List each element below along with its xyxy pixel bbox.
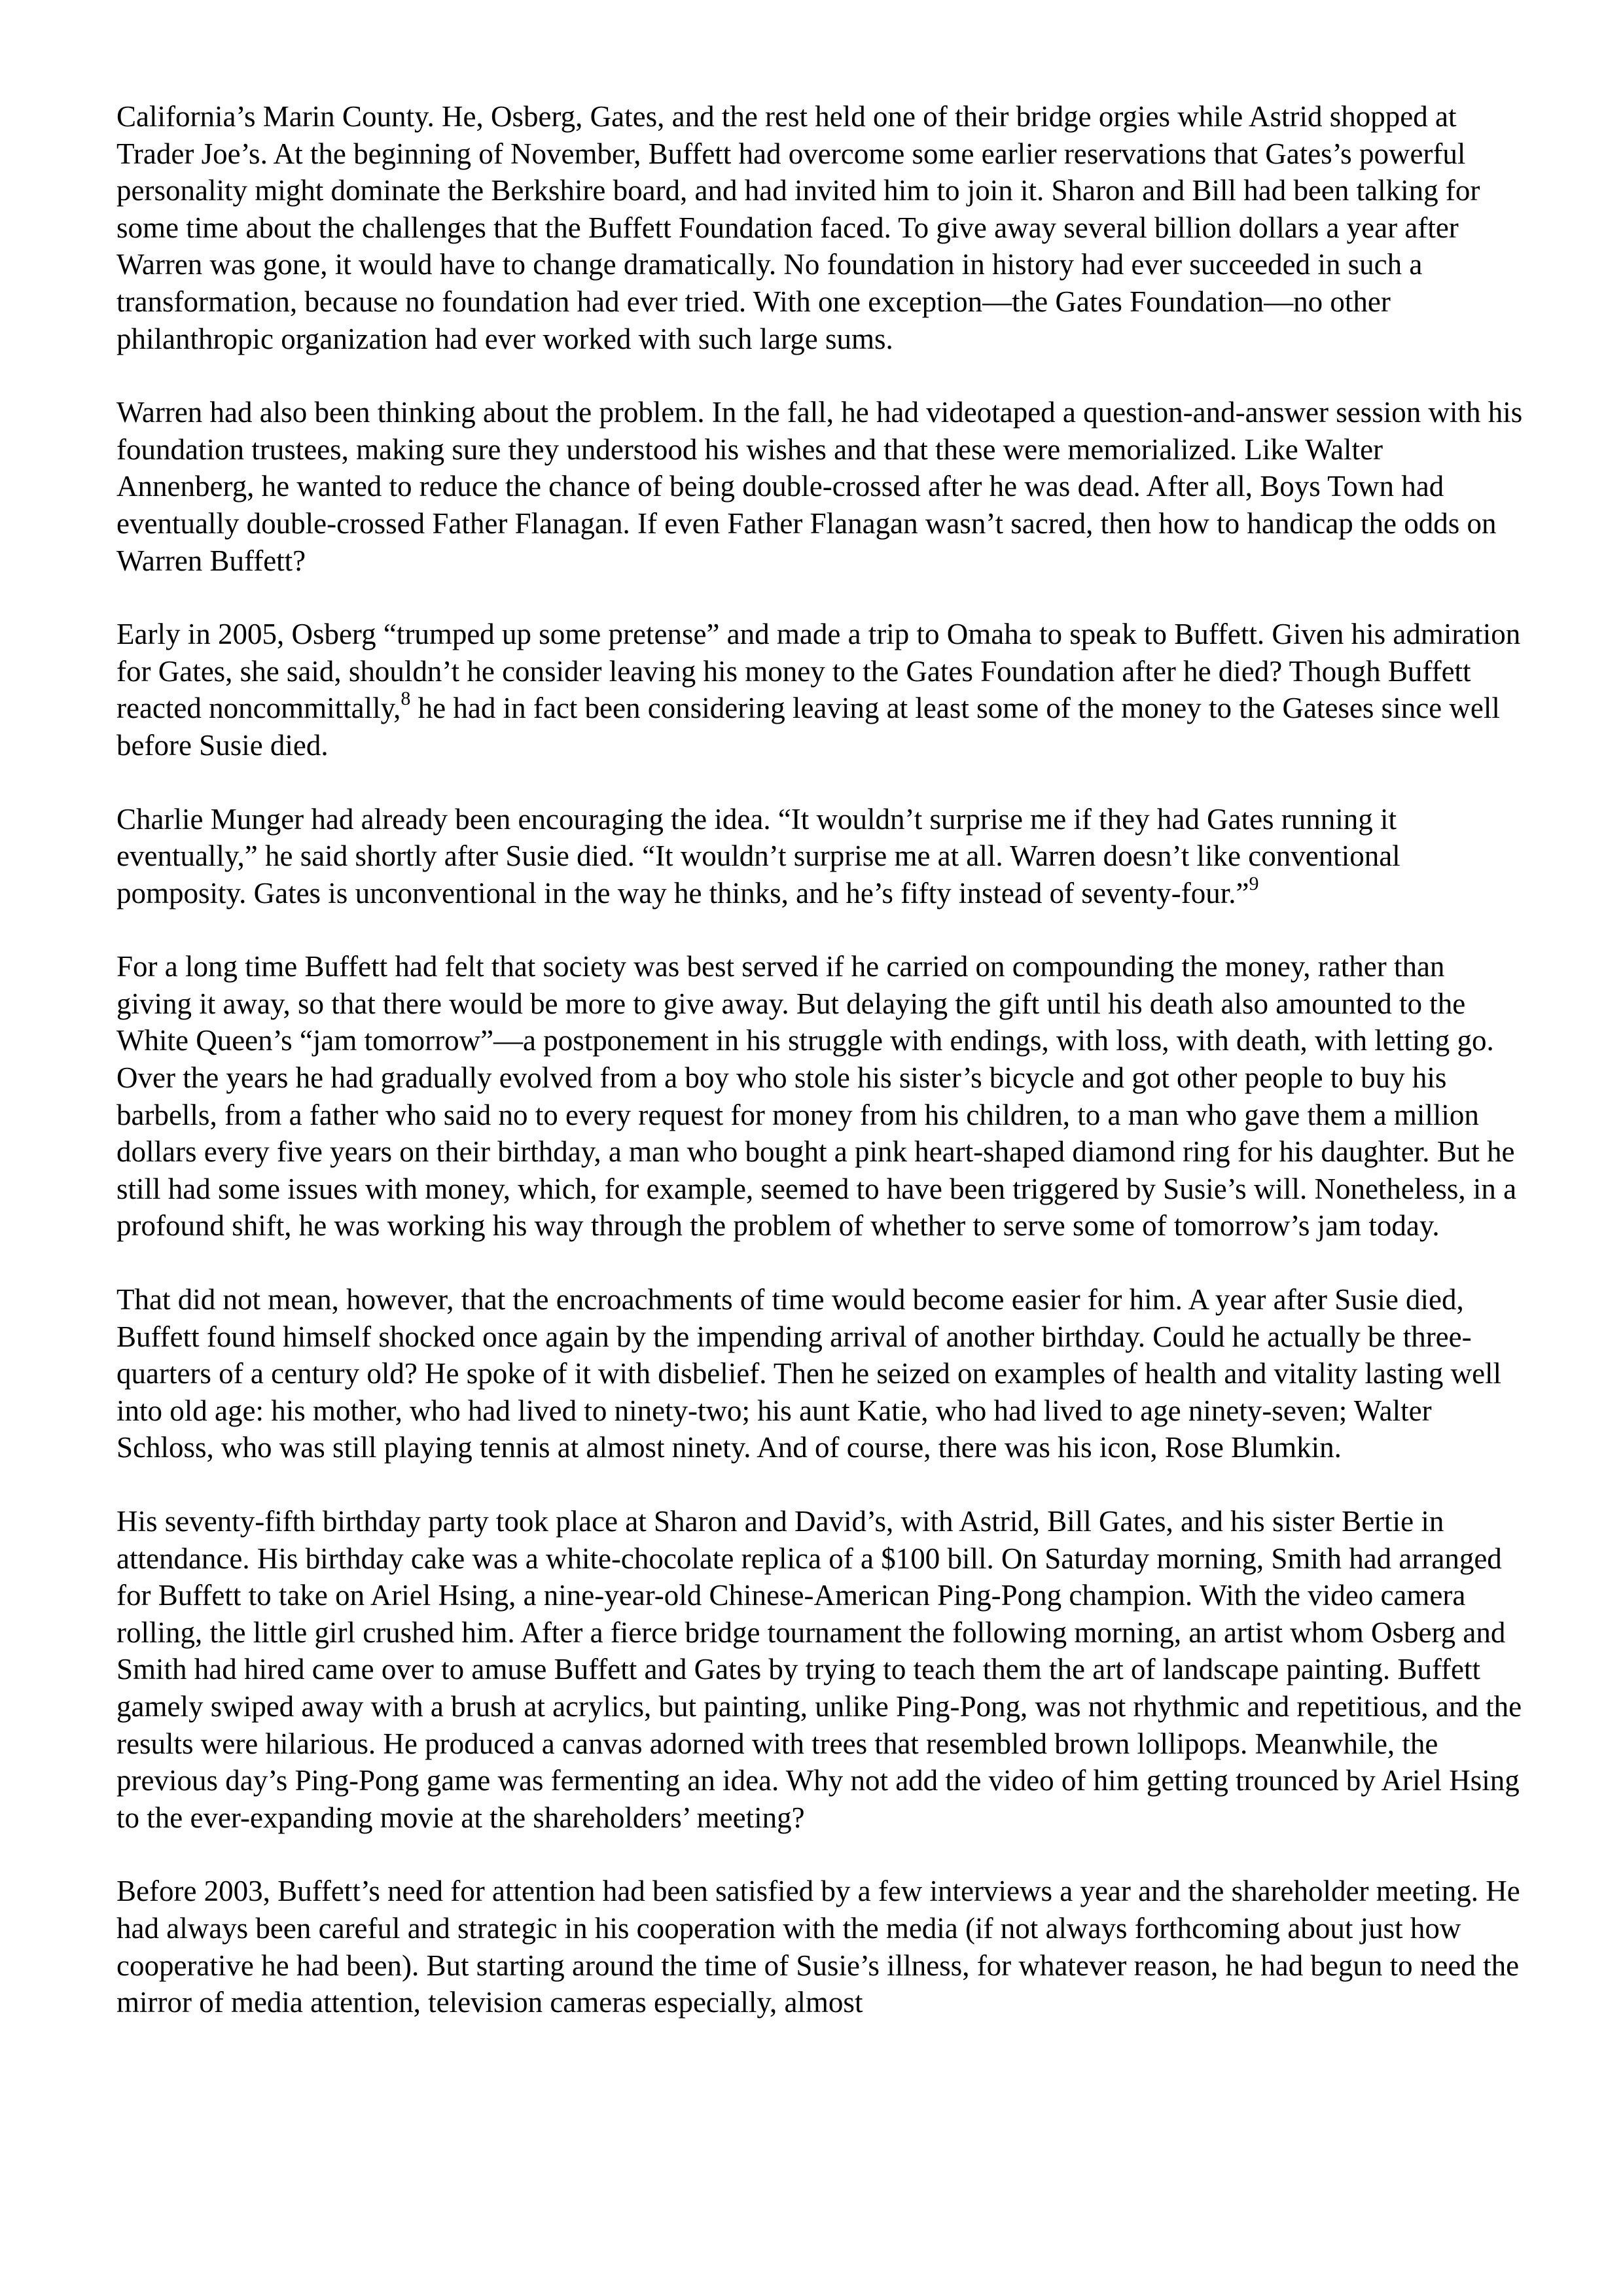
document-page: [116, 98, 1524, 2021]
footnote-marker[interactable]: 8: [401, 688, 411, 710]
paragraph-text: Charlie Munger had already been encouraging the idea. “It wouldn’t surprise me if they had Gates running it eventually,” he said shortly after Susie died. “It wouldn’t surprise me at all. Warren doesn’t like conventional pomposity. Gates is unconventional in the way he thinks, and he’s fifty instead of seventy-four.”: [116, 802, 1400, 910]
paragraph-osberg-omaha: [116, 616, 1524, 764]
paragraph-media-attention: [116, 1873, 1524, 2021]
paragraph-text-continued: he had in fact been considering leaving at least some of the money to the Gateses since well before Susie died.: [116, 692, 1500, 762]
paragraph-text: California’s Marin County. He, Osberg, Gates, and the rest held one of their bridge orgies while Astrid shopped at Trader Joe’s. At the beginning of November, Buffett had overcome some earlier reservations that Gates’s powerful personality might dominate the Berkshire board, and had invited him to join it. Sharon and Bill had been talking for some time about the challenges that the Buffett Foundation faced. To give away several billion dollars a year after Warren was gone, it would have to change dramatically. No foundation in history had ever succeeded in such a transformation, because no foundation had ever tried. With one exception—the Gates Foundation—no other philanthropic organization had ever worked with such large sums.: [116, 100, 1480, 355]
paragraph-text: Before 2003, Buffett’s need for attention had been satisfied by a few interviews a year and the shareholder meeting. He had always been careful and strategic in his cooperation with the media (if not always forthcoming about just how cooperative he had been). But starting around the time of Susie’s illness, for whatever reason, he had begun to need the mirror of media attention, television cameras especially, almost: [116, 1875, 1520, 2019]
paragraph-text: His seventy-fifth birthday party took place at Sharon and David’s, with Astrid, Bill Gates, and his sister Bertie in attendance. His birthday cake was a white-chocolate replica of a $100 bill. On Saturday morning, Smith had arranged for Buffett to take on Ariel Hsing, a nine-year-old Chinese-American Ping-Pong champion. With the video camera rolling, the little girl crushed him. After a fierce bridge tournament the following morning, an artist whom Osberg and Smith had hired came over to amuse Buffett and Gates by trying to teach them the art of landscape painting. Buffett gamely swiped away with a brush at acrylics, but painting, unlike Ping-Pong, was not rhythmic and repetitious, and the results were hilarious. He produced a canvas adorned with trees that resembled brown lollipops. Meanwhile, the previous day’s Ping-Pong game was fermenting an idea. Why not add the video of him getting trounced by Ariel Hsing to the ever-expanding movie at the shareholders’ meeting?: [116, 1505, 1522, 1834]
paragraph-text: That did not mean, however, that the encroachments of time would become easier for him. A year after Susie died, Buffett found himself shocked once again by the impending arrival of another birthday. Could he actually be three-quarters of a century old? He spoke of it with disbelief. Then he seized on examples of health and vitality lasting well into old age: his mother, who had lived to ninety-two; his aunt Katie, who had lived to age ninety-seven; Walter Schloss, who was still playing tennis at almost ninety. And of course, there was his icon, Rose Blumkin.: [116, 1283, 1502, 1464]
paragraph-birthday-party: [116, 1503, 1524, 1836]
paragraph-text: Warren had also been thinking about the problem. In the fall, he had videotaped a question-and-answer session with his foundation trustees, making sure they understood his wishes and that these were memorialized. Like Walter Annenberg, he wanted to reduce the chance of being double-crossed after he was dead. After all, Boys Town had eventually double-crossed Father Flanagan. If even Father Flanagan wasn’t sacred, then how to handicap the odds on Warren Buffett?: [116, 396, 1523, 577]
paragraph-marin-county: [116, 98, 1524, 357]
paragraph-charlie-munger: [116, 801, 1524, 912]
paragraph-encroachments-of-time: [116, 1281, 1524, 1466]
paragraph-text: Early in 2005, Osberg “trumped up some pretense” and made a trip to Omaha to speak to Buffett. Given his admiration for Gates, she said, shouldn’t he consider leaving his money to the Gates Foundation after he died? Though Buffett reacted noncommittally,: [116, 618, 1521, 725]
paragraph-text: For a long time Buffett had felt that society was best served if he carried on compounding the money, rather than giving it away, so that there would be more to give away. But delaying the gift until his death also amounted to the White Queen’s “jam tomorrow”—a postponement in his struggle with endings, with loss, with death, with letting go. Over the years he had gradually evolved from a boy who stole his sister’s bicycle and got other people to buy his barbells, from a father who said no to every request for money from his children, to a man who gave them a million dollars every five years on their birthday, a man who bought a pink heart-shaped diamond ring for his daughter. But he still had some issues with money, which, for example, seemed to have been triggered by Susie’s will. Nonetheless, in a profound shift, he was working his way through the problem of whether to serve some of tomorrow’s jam today.: [116, 950, 1517, 1243]
footnote-marker[interactable]: 9: [1249, 872, 1259, 894]
paragraph-compounding: [116, 948, 1524, 1245]
paragraph-warren-thinking: [116, 394, 1524, 579]
